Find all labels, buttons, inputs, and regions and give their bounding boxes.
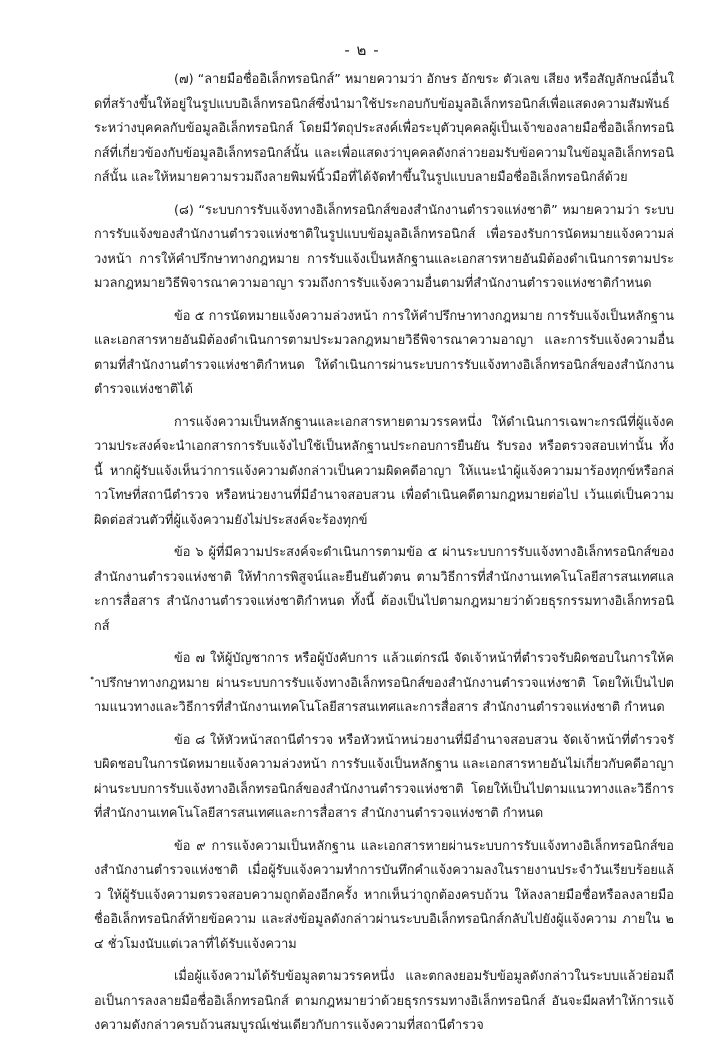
paragraph-clause-8: ข้อ ๘ ให้หัวหน้าสถานีตำรวจ หรือหัวหน้าหน่วยงานที่มีอำนาจสอบสวน จัดเจ้าหน้าที่ตำรวจรับผิดชอบในการนัดหมายแจ้งความล่วงหน้า การรับแจ้งเป็นหลักฐาน และเอกสารหายอันไม่เกี่ยวกับคดีอาญาผ่านระบบการรับแจ้งทางอิเล็กทรอนิกส์ของสำนักงานตำรวจแห่งชาติ โดยให้เป็นไปตามแนวทางและวิธีการที่สำนักงานเทคโนโลยีสารสนเทศและการสื่อสาร สำนักงานตำรวจแห่งชาติ กำหนด (94, 732, 674, 821)
paragraph-clause-7: ข้อ ๗ ให้ผู้บัญชาการ หรือผู้บังคับการ แล้วแต่กรณี จัดเจ้าหน้าที่ตำรวจรับผิดชอบในการให้คำปรึกษาทางกฎหมาย ผ่านระบบการรับแจ้งทางอิเล็กทรอนิกส์ของสำนักงานตำรวจแห่งชาติ โดยให้เป็นไปตามแนวทางและวิธีการที่สำนักงานเทคโนโลยีสารสนเทศและการสื่อสาร สำนักงานตำรวจแห่งชาติ กำหนด (94, 651, 674, 715)
paragraph-clause-6: ข้อ ๖ ผู้ที่มีความประสงค์จะดำเนินการตามข้อ ๕ ผ่านระบบการรับแจ้งทางอิเล็กทรอนิกส์ของสำนักงานตำรวจแห่งชาติ ให้ทำการพิสูจน์และยืนยันตัวตน ตามวิธีการที่สำนักงานเทคโนโลยีสารสนเทศและการสื่อสาร สำนักงานตำรวจแห่งชาติกำหนด ทั้งนี้ ต้องเป็นไปตามกฎหมายว่าด้วยธุรกรรมทางอิเล็กทรอนิกส์ (94, 545, 674, 634)
document-body (94, 68, 674, 1047)
page-number: - ๒ - (344, 41, 380, 59)
paragraph-clause-9-2: เมื่อผู้แจ้งความได้รับข้อมูลตามวรรคหนึ่ง และตกลงยอมรับข้อมูลดังกล่าวในระบบแล้วย่อมถือเป็นการลงลายมือชื่ออิเล็กทรอนิกส์ ตามกฎหมายว่าด้วยธุรกรรมทางอิเล็กทรอนิกส์ อันจะมีผลทำให้การแจ้งความดังกล่าวครบถ้วนสมบูรณ์เช่นเดียวกับการแจ้งความที่สถานีตำรวจ (94, 969, 674, 1033)
paragraph-clause-5-2: การแจ้งความเป็นหลักฐานและเอกสารหายตามวรรคหนึ่ง ให้ดำเนินการเฉพาะกรณีที่ผู้แจ้งความประสงค์จะนำเอกสารการรับแจ้งไปใช้เป็นหลักฐานประกอบการยืนยัน รับรอง หรือตรวจสอบเท่านั้น ทั้งนี้ หากผู้รับแจ้งเห็นว่าการแจ้งความดังกล่าวเป็นความผิดคดีอาญา ให้แนะนำผู้แจ้งความมาร้องทุกข์หรือกล่าวโทษที่สถานีตำรวจ หรือหน่วยงานที่มีอำนาจสอบสวน เพื่อดำเนินคดีตามกฎหมายต่อไป เว้นแต่เป็นความผิดต่อส่วนตัวที่ผู้แจ้งความยังไม่ประสงค์จะร้องทุกข์ (94, 414, 674, 528)
paragraph-clause-9: ข้อ ๙ การแจ้งความเป็นหลักฐาน และเอกสารหายผ่านระบบการรับแจ้งทางอิเล็กทรอนิกส์ของสำนักงานตำรวจแห่งชาติ เมื่อผู้รับแจ้งความทำการบันทึกคำแจ้งความลงในรายงานประจำวันเรียบร้อยแล้ว ให้ผู้รับแจ้งความตรวจสอบความถูกต้องอีกครั้ง หากเห็นว่าถูกต้องครบถ้วน ให้ลงลายมือชื่อหรือลงลายมือชื่ออิเล็กทรอนิกส์ท้ายข้อความ และส่งข้อมูลดังกล่าวผ่านระบบอิเล็กทรอนิกส์กลับไปยังผู้แจ้งความ ภายใน ๒๔ ชั่วโมงนับแต่เวลาที่ได้รับแจ้งความ (94, 838, 674, 952)
paragraph-definition-7: (๗) “ลายมือชื่ออิเล็กทรอนิกส์” หมายความว่า อักษร อักขระ ตัวเลข เสียง หรือสัญลักษณ์อื่นใดที่สร้างขึ้นให้อยู่ในรูปแบบอิเล็กทรอนิกส์ซึ่งนำมาใช้ประกอบกับข้อมูลอิเล็กทรอนิกส์เพื่อแสดงความสัมพันธ์ระหว่างบุคคลกับข้อมูลอิเล็กทรอนิกส์ โดยมีวัตถุประสงค์เพื่อระบุตัวบุคคลผู้เป็นเจ้าของลายมือชื่ออิเล็กทรอนิกส์ที่เกี่ยวข้องกับข้อมูลอิเล็กทรอนิกส์นั้น และเพื่อแสดงว่าบุคคลดังกล่าวยอมรับข้อความในข้อมูลอิเล็กทรอนิกส์นั้น และให้หมายความรวมถึงลายพิมพ์นิ้วมือที่ได้จัดทำขึ้นในรูปแบบลายมือชื่ออิเล็กทรอนิกส์ด้วย (94, 72, 674, 185)
paragraph-clause-5: ข้อ ๕ การนัดหมายแจ้งความล่วงหน้า การให้คำปรึกษาทางกฎหมาย การรับแจ้งเป็นหลักฐานและเอกสารหายอันมิต้องดำเนินการตามประมวลกฎหมายวิธีพิจารณาความอาญา และการรับแจ้งความอื่นตามที่สำนักงานตำรวจแห่งชาติกำหนด ให้ดำเนินการผ่านระบบการรับแจ้งทางอิเล็กทรอนิกส์ของสำนักงานตำรวจแห่งชาติได้ (94, 308, 674, 397)
paragraph-definition-8: (๘) “ระบบการรับแจ้งทางอิเล็กทรอนิกส์ของสำนักงานตำรวจแห่งชาติ” หมายความว่า ระบบการรับแจ้งของสำนักงานตำรวจแห่งชาติในรูปแบบข้อมูลอิเล็กทรอนิกส์ เพื่อรองรับการนัดหมายแจ้งความล่วงหน้า การให้คำปรึกษาทางกฎหมาย การรับแจ้งเป็นหลักฐานและเอกสารหายอันมิต้องดำเนินการตามประมวลกฎหมายวิธีพิจารณาความอาญา รวมถึงการรับแจ้งความอื่นตามที่สำนักงานตำรวจแห่งชาติกำหนด (94, 202, 674, 291)
